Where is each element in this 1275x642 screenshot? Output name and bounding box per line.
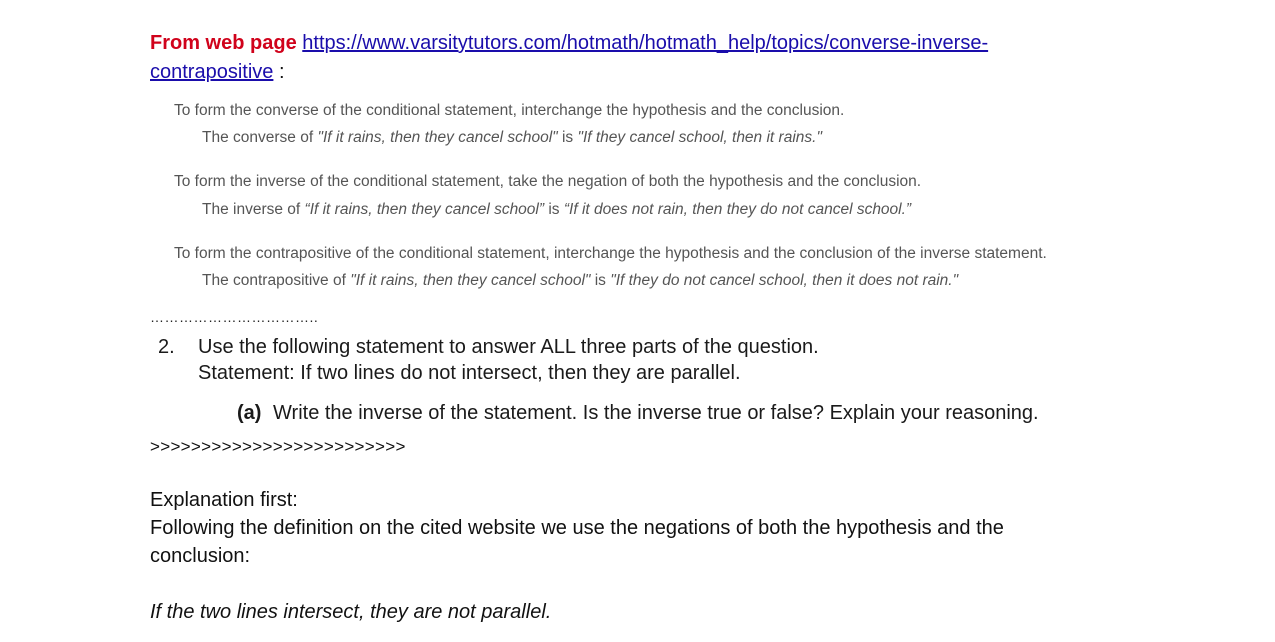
inverse-example-statement: “If it rains, then they cancel school” <box>304 201 545 218</box>
source-link-continued[interactable]: contrapositive <box>150 61 274 83</box>
source-link[interactable]: https://www.varsitytutors.com/hotmath/hotmath_help/topics/converse-inverse- <box>302 32 989 54</box>
source-line-2 <box>150 61 285 84</box>
arrow-separator: >>>>>>>>>>>>>>>>>>>>>>>>> <box>150 437 406 456</box>
converse-example <box>202 129 822 147</box>
answer-heading: Explanation first: <box>150 489 298 511</box>
inverse-example-result: “If it does not rain, then they do not cancel school.” <box>563 201 912 218</box>
converse-example-prefix: The converse of <box>202 129 318 146</box>
contrapositive-definition: To form the contrapositive of the conditional statement, interchange the hypothesis and the conclusion of the inverse statement. <box>174 245 1047 262</box>
answer-line-2: conclusion: <box>150 545 251 567</box>
question-part-a <box>237 402 1039 425</box>
question-statement: Statement: If two lines do not intersect, then they are parallel. <box>198 362 741 384</box>
source-label: From web page <box>150 32 297 54</box>
dots-separator: …………………………….. <box>150 309 319 325</box>
source-colon: : <box>278 61 285 83</box>
question-number: 2. <box>158 336 175 358</box>
contrapositive-example-statement: "If it rains, then they cancel school" <box>350 272 591 289</box>
inverse-example-prefix: The inverse of <box>202 201 305 218</box>
contrapositive-example-prefix: The contrapositive of <box>202 272 351 289</box>
inverse-example-is: is <box>544 201 564 218</box>
source-line-1 <box>150 32 988 55</box>
converse-example-is: is <box>557 129 578 146</box>
question-line-1: Use the following statement to answer ALL three parts of the question. <box>198 336 819 358</box>
part-a-text: Write the inverse of the statement. Is the inverse true or false? Explain your reasoning. <box>273 402 1039 424</box>
contrapositive-example-is: is <box>590 272 611 289</box>
contrapositive-example-result: "If they do not cancel school, then it does not rain." <box>610 272 959 289</box>
converse-example-statement: "If it rains, then they cancel school" <box>317 129 558 146</box>
inverse-example <box>202 201 911 219</box>
converse-example-result: "If they cancel school, then it rains." <box>577 129 822 146</box>
inverse-statement: If the two lines intersect, they are not parallel. <box>150 601 552 623</box>
inverse-definition: To form the inverse of the conditional statement, take the negation of both the hypothesis and the conclusion. <box>174 173 922 190</box>
part-a-label: (a) <box>237 402 262 424</box>
contrapositive-example <box>202 272 958 290</box>
converse-definition: To form the converse of the conditional statement, interchange the hypothesis and the conclusion. <box>174 102 845 119</box>
answer-line-1: Following the definition on the cited website we use the negations of both the hypothesis and the <box>150 517 1004 539</box>
